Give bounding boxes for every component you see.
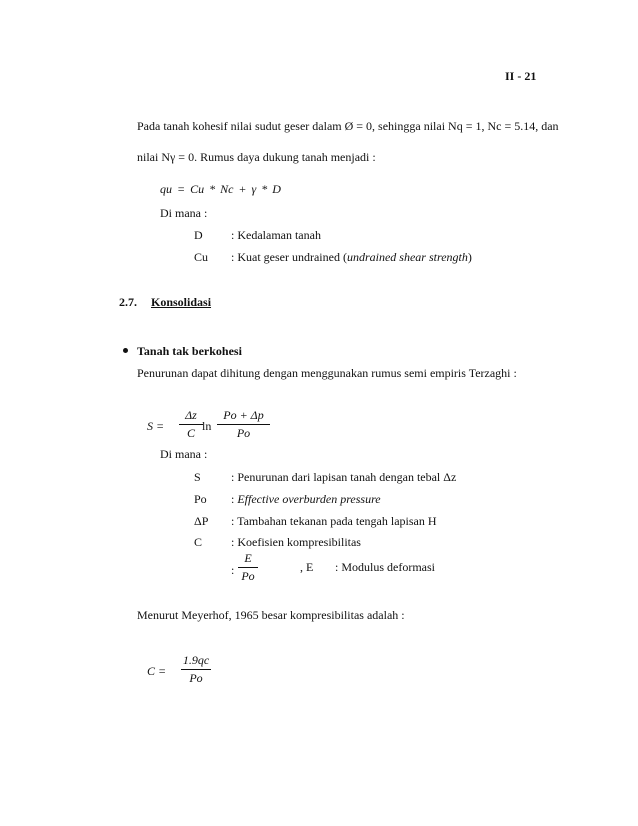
- where-label: Di mana :: [160, 447, 208, 461]
- bullet-text: Penurunan dapat dihitung dengan menggunakan rumus semi empiris Terzaghi :: [137, 366, 517, 380]
- symbol-label: S: [194, 470, 201, 484]
- symbol-description: : Penurunan dari lapisan tanah dengan tebal Δz: [231, 470, 457, 484]
- section-number: 2.7.: [119, 295, 137, 309]
- symbol-description: : Tambahan tekanan pada tengah lapisan H: [231, 514, 437, 528]
- numerator: E: [244, 551, 252, 565]
- symbol-description: : Koefisien kompresibilitas: [231, 535, 361, 549]
- symbol-label: C: [194, 535, 203, 549]
- paragraph-line: Pada tanah kohesif nilai sudut geser dalam Ø = 0, sehingga nilai Nq = 1, Nc = 5.14, dan: [137, 119, 559, 133]
- symbol-label: , E: [300, 560, 314, 574]
- paragraph-line: Menurut Meyerhof, 1965 besar kompresibilitas adalah :: [137, 608, 405, 622]
- bullet-icon: [123, 348, 128, 353]
- formula-lhs: C =: [147, 664, 167, 678]
- numerator: 1.9qc: [182, 653, 210, 667]
- fraction: [181, 654, 211, 684]
- numerator: Δz: [185, 408, 197, 422]
- fraction: [179, 409, 203, 439]
- symbol-description: : Kedalaman tanah: [231, 228, 321, 242]
- formula-bearing-capacity: qu = Cu * Nc + γ * D: [160, 182, 281, 196]
- fraction: [217, 409, 270, 439]
- where-label: Di mana :: [160, 206, 208, 220]
- symbol-label: ΔP: [194, 514, 209, 528]
- symbol-label: Po: [194, 492, 207, 506]
- denominator: C: [186, 426, 195, 440]
- symbol-description: : Kuat geser undrained (undrained shear strength): [231, 250, 472, 264]
- bullet-title: Tanah tak berkohesi: [137, 344, 242, 358]
- denominator: Po: [236, 426, 251, 440]
- symbol-description: : Effective overburden pressure: [231, 492, 381, 506]
- numerator: Po + Δp: [223, 408, 264, 422]
- denominator: Po: [241, 569, 255, 583]
- fraction: [238, 552, 258, 582]
- section-title: Konsolidasi: [151, 295, 212, 309]
- formula-lhs: S =: [147, 419, 165, 433]
- symbol-label: Cu: [194, 250, 209, 264]
- denominator: Po: [189, 671, 203, 685]
- symbol-description: : Modulus deformasi: [335, 560, 435, 574]
- paragraph-line: nilai Nγ = 0. Rumus daya dukung tanah menjadi :: [137, 150, 376, 164]
- page-number: II - 21: [505, 69, 537, 83]
- log-operator: ln: [202, 419, 212, 433]
- symbol-label: D: [194, 228, 203, 242]
- fraction-colon: :: [231, 563, 235, 577]
